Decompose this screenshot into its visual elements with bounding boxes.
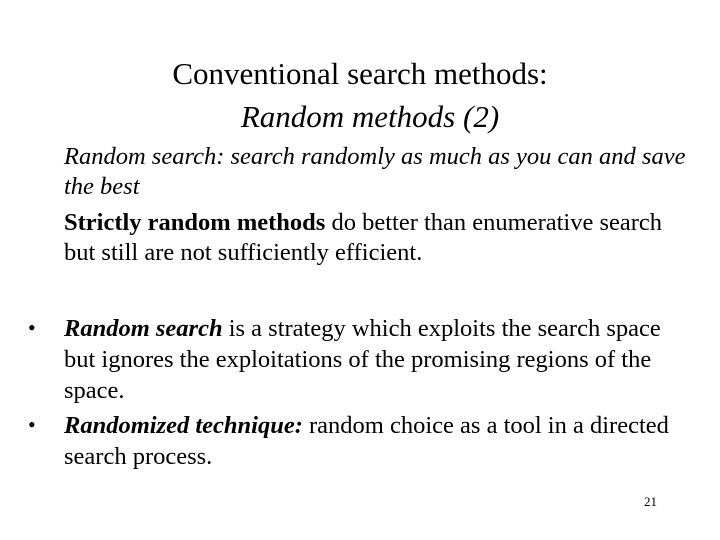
bullet-marker: •: [28, 412, 36, 437]
paragraph-strictly-random-lead: Strictly random methods: [64, 209, 326, 236]
page-number: 21: [644, 494, 657, 509]
bullet-item-lead: Random search: [64, 315, 223, 342]
bullet-marker: •: [28, 315, 36, 340]
bullet-item-randomized-technique: [64, 410, 694, 472]
paragraph-strictly-random: [64, 208, 684, 268]
paragraph-strictly-random-rest: do better than enumerative search but still are not sufficiently efficient.: [64, 209, 663, 266]
slide-title: Conventional search methods:: [172, 56, 548, 91]
slide-subtitle: Random methods (2): [240, 99, 500, 134]
paragraph-random-search: Random search: search randomly as much as you can and save the best: [64, 143, 686, 200]
bullet-item-lead: Randomized technique:: [64, 412, 303, 439]
bullet-item-random-search: [64, 313, 694, 406]
bullet-item-text: is a strategy which exploits the search space but ignores the exploitations of the promising regions of the space.: [64, 315, 661, 404]
bullet-item-text: random choice as a tool in a directed search process.: [64, 412, 669, 470]
